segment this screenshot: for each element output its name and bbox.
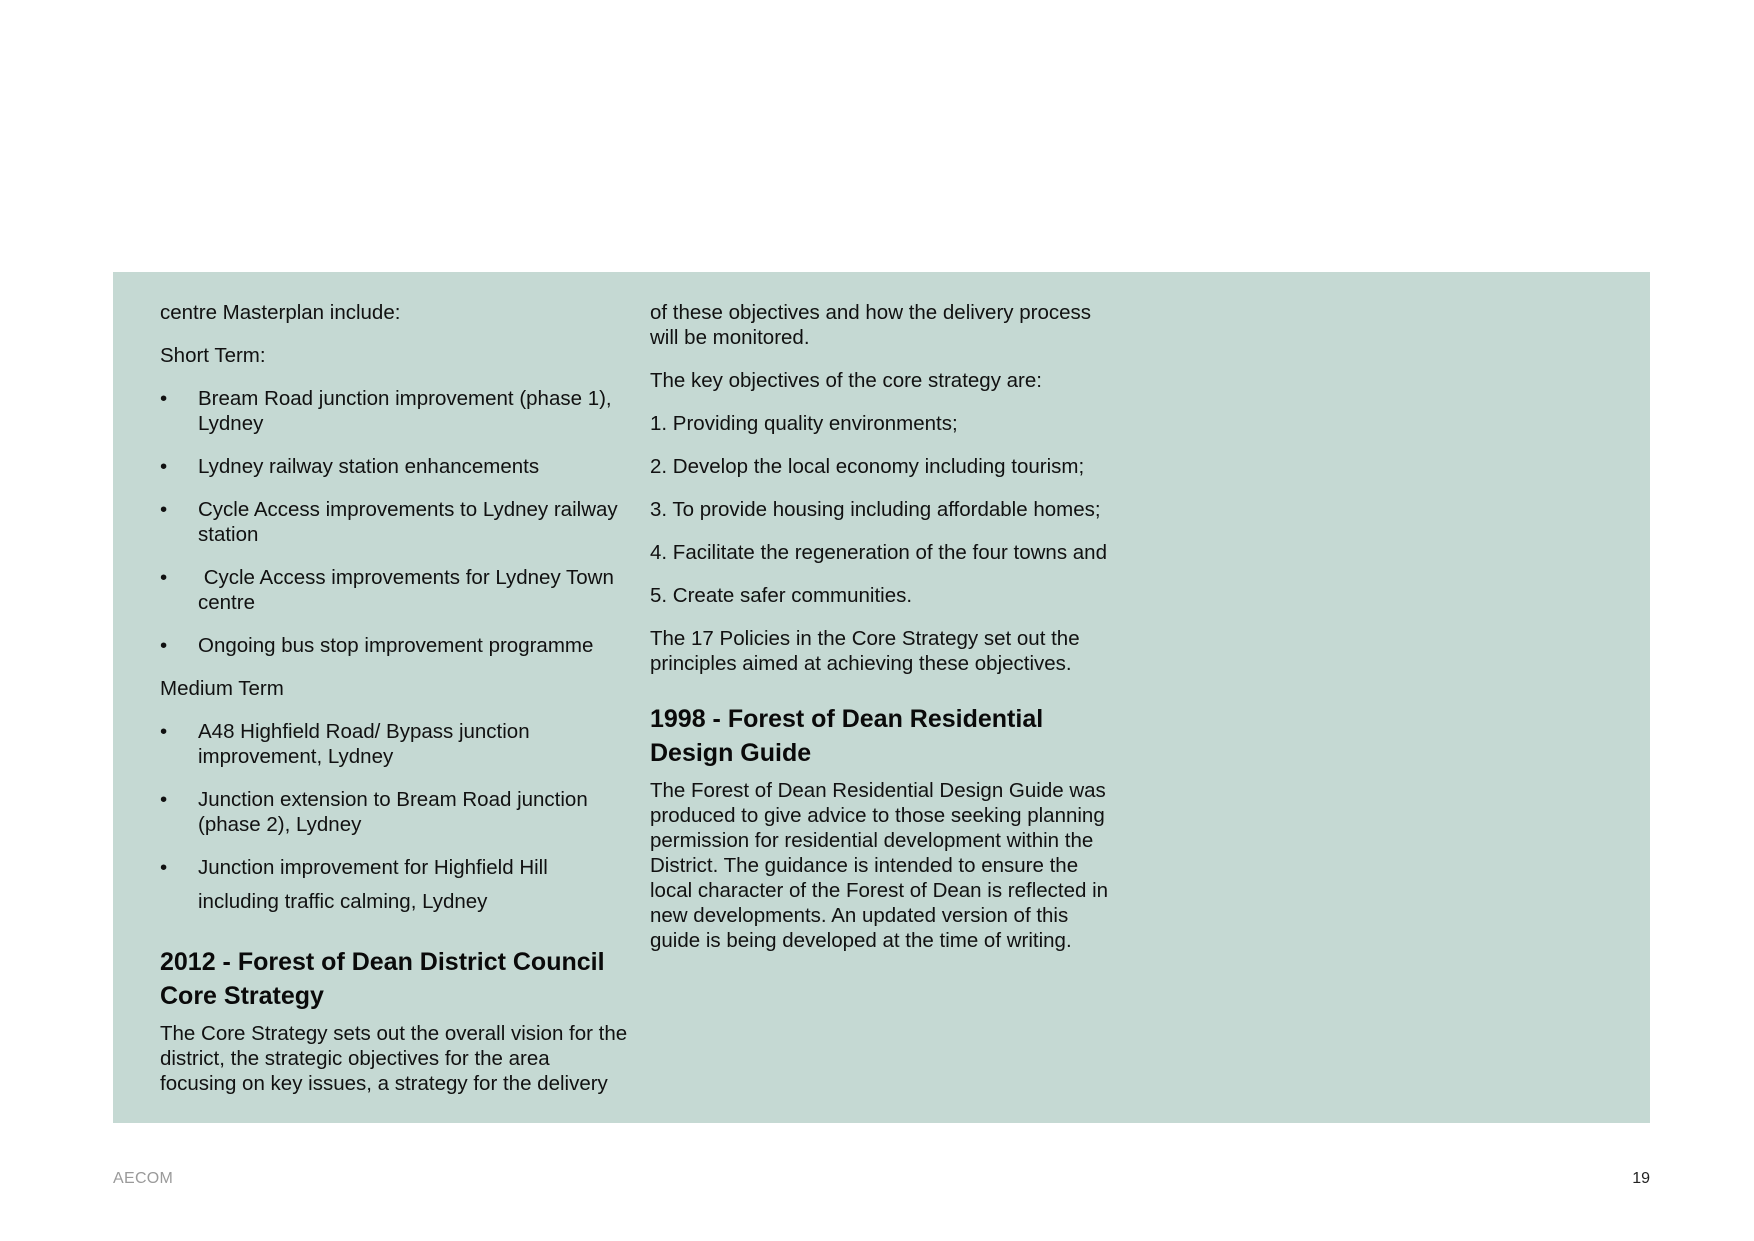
intro-text: centre Masterplan include: bbox=[160, 301, 401, 324]
list-item-text: Junction improvement for Highfield Hill including traffic calming, Lydney bbox=[198, 856, 548, 913]
right-column bbox=[650, 300, 1120, 971]
left-column bbox=[160, 300, 630, 1114]
core-strategy-heading: 2012 - Forest of Dean District Council Core Strategy bbox=[160, 948, 605, 1010]
list-item-text: Junction extension to Bream Road junction (phase 2), Lydney bbox=[198, 788, 588, 836]
bullet-icon: • bbox=[160, 634, 168, 657]
list-item bbox=[160, 787, 630, 837]
objectives-intro: The key objectives of the core strategy are: bbox=[650, 369, 1042, 392]
design-guide-heading: 1998 - Forest of Dean Residential Design Guide bbox=[650, 705, 1044, 767]
short-term-heading: Short Term: bbox=[160, 344, 266, 367]
list-item-text: Bream Road junction improvement (phase 1), Lydney bbox=[198, 387, 612, 435]
list-item bbox=[160, 855, 630, 919]
continuation-text: of these objectives and how the delivery process will be monitored. bbox=[650, 301, 1092, 349]
list-item bbox=[160, 565, 630, 615]
list-item-text: Ongoing bus stop improvement programme bbox=[198, 634, 594, 657]
list-item-text: Cycle Access improvements to Lydney railway station bbox=[198, 498, 618, 546]
list-item bbox=[160, 386, 630, 436]
objective-item: 3. To provide housing including affordable homes; bbox=[650, 498, 1101, 521]
medium-term-list bbox=[160, 719, 630, 919]
page-number: 19 bbox=[1632, 1170, 1650, 1187]
objective-item: 4. Facilitate the regeneration of the four towns and bbox=[650, 541, 1107, 564]
list-item bbox=[160, 719, 630, 769]
objective-item: 5. Create safer communities. bbox=[650, 584, 913, 607]
list-item bbox=[160, 497, 630, 547]
list-item-text: A48 Highfield Road/ Bypass junction improvement, Lydney bbox=[198, 720, 530, 768]
core-strategy-body: The Core Strategy sets out the overall vision for the district, the strategic objectives for the area focusing on key issues, a strategy for the delivery bbox=[160, 1022, 628, 1095]
medium-term-heading: Medium Term bbox=[160, 677, 284, 700]
bullet-icon: • bbox=[160, 720, 168, 743]
objective-item: 2. Develop the local economy including tourism; bbox=[650, 455, 1085, 478]
bullet-icon: • bbox=[160, 387, 168, 410]
footer-brand: AECOM bbox=[113, 1170, 174, 1187]
list-item-text: Lydney railway station enhancements bbox=[198, 455, 540, 478]
bullet-icon: • bbox=[160, 566, 168, 589]
bullet-icon: • bbox=[160, 498, 168, 521]
list-item-text: Cycle Access improvements for Lydney Town centre bbox=[198, 566, 620, 614]
list-item bbox=[160, 633, 630, 658]
bullet-icon: • bbox=[160, 856, 168, 879]
bullet-icon: • bbox=[160, 788, 168, 811]
list-item bbox=[160, 454, 630, 479]
short-term-list bbox=[160, 386, 630, 658]
design-guide-body: The Forest of Dean Residential Design Guide was produced to give advice to those seeking planning permission for residential development within the District. The guidance is intended to ensure the local character of the Forest of Dean is reflected in new developments. An updated version of this guide is being developed at the time of writing. bbox=[650, 779, 1109, 952]
bullet-icon: • bbox=[160, 455, 168, 478]
policies-text: The 17 Policies in the Core Strategy set out the principles aimed at achieving these objectives. bbox=[650, 627, 1080, 675]
objective-item: 1. Providing quality environments; bbox=[650, 412, 958, 435]
